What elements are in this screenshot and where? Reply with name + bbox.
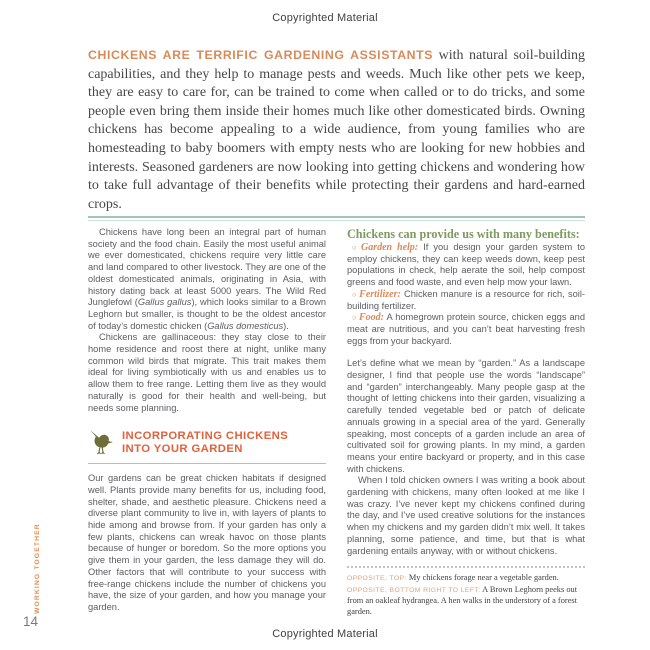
caption-label: OPPOSITE, BOTTOM RIGHT TO LEFT: (347, 586, 481, 594)
benefit-label: Garden help: (360, 242, 419, 253)
photo-caption-block (347, 566, 585, 617)
circle-bullet-icon: ○ (352, 289, 358, 299)
caption-opposite-top (347, 573, 585, 585)
benefit-label: Fertilizer: (359, 288, 401, 300)
benefits-heading: Chickens can provide us with many benefits: (347, 227, 580, 241)
caption-text: A Brown Leghorn peeks out from an oakleaf hydrangea. A hen walks in the understory of a forest garden. (347, 584, 578, 617)
chicken-icon (88, 429, 114, 456)
latin-name-gallus-domesticus: Gallus domesticus (207, 320, 284, 331)
section-heading-text: INCORPORATING CHICKENS INTO YOUR GARDEN (122, 429, 289, 455)
two-column-body (88, 227, 585, 618)
caption-text: My chickens forage near a vegetable garden. (406, 573, 559, 583)
benefit-text: Chicken manure is a resource for rich, soil-building fertilizer. (347, 288, 586, 311)
left-column (88, 227, 326, 618)
chapter-spine-label: WORKING TOGETHER (34, 523, 41, 614)
page-number: 14 (23, 614, 39, 629)
section-heading-rule (88, 463, 326, 464)
paragraph-writing-book: When I told chicken owners I was writing a book about gardening with chickens, many often looked at me like I was crazy. I’ve never kept my chickens confined during the day, and I’ve used creative solutions for the instances when my chickens and my garden didn’t mix well. It takes planning, some patience, and time, but that is what gardening entails anyway, with or without chickens. (347, 475, 585, 556)
paragraph-text: ). (283, 320, 289, 331)
paragraph-garden-habitats: Our gardens can be great chicken habitats if designed well. Plants provide many benefits for us, including food, shelter, shade, and aesthetic pleasure. Chickens need a diverse plant community to live in, with layers of plants to hide among and browse from. If your garden has only a few plants, chickens can wreak havoc on those plants because of hunger or boredom. So the more options you give them in your garden, the less damage they will do. Other factors that will contribute to your success with free-range chickens include the number of chickens you have, the size of your garden, and how you manage your garden. (88, 473, 326, 612)
paragraph-text: ), which looks similar to a Brown Leghorn but smaller, is thought to be the oldest ancestor of today’s domestic chicken ( (88, 297, 326, 331)
right-column (347, 227, 585, 618)
benefit-item-garden-help (347, 242, 585, 289)
paragraph-define-garden: Let’s define what we mean by “garden.” As a landscape designer, I find that people use the words “landscape” and “garden” interchangeably. Many people gasp at the thought of letting chickens into their garden, visualizing a carefully tended vegetable bed or patch of delicate annuals growing in a special area of the yard. Generally speaking, most concepts of a garden include an area of cultivated soil for growing plants. In my mind, a garden means your entire backyard or property, and in this case with chickens. (347, 358, 585, 474)
paragraph-text: Chickens have long been an integral part of human society and the food chain. Easily the most useful animal we ever domesticated, chickens require very little care and land compared to other livestock. They are one of the oldest domesticated animals, originating in Asia, with history dating back at least 5000 years. The Wild Red Junglefowl ( (88, 227, 326, 308)
benefit-text: If you design your garden system to employ chickens, they can keep weeds down, keep pest populations in check, help aerate the soil, help compost greens and food waste, and even help mow your lawn. (347, 242, 585, 288)
section-divider-rule (88, 216, 585, 221)
benefit-item-fertilizer (347, 289, 585, 312)
benefit-item-food (347, 312, 585, 347)
intro-lead-in: CHICKENS ARE TERRIFIC GARDENING ASSISTANTS (88, 48, 434, 62)
copyright-watermark-top: Copyrighted Material (272, 12, 378, 24)
circle-bullet-icon: ○ (352, 243, 359, 252)
intro-body-text: with natural soil-building capabilities, and they help to manage pests and weeds. Much like other pets we keep, they are easy to care for, can be trained to come when called or to do tricks, and some people even bring them inside their homes much like other domesticated birds. Owning chickens has become appealing to a wide audience, from young families who are homesteading to baby boomers with empty nests who are looking for new hobbies and interests. Seasoned gardeners are now looking into getting chickens and wondering how to take full advantage of their benefits while protecting their gardens and hard-earned crops. (88, 48, 585, 212)
paragraph-gallinaceous: Chickens are gallinaceous: they stay close to their home residence and roost there at night, unlike many common wild birds that migrate. This trait makes them ideal for living symbiotically with us and enables us to allow them to free range. Letting them live as they would naturally is good for their health and well-being, but needs some planning. (88, 332, 326, 413)
circle-bullet-icon: ○ (352, 313, 357, 323)
latin-name-gallus-gallus: Gallus gallus (137, 297, 192, 308)
intro-paragraph (88, 46, 585, 214)
caption-dotted-rule (347, 566, 585, 568)
paragraph-chicken-history (88, 227, 326, 332)
caption-label: OPPOSITE, TOP: (347, 575, 407, 583)
benefit-text: A homegrown protein source, chicken eggs and meat are nutritious, and you can’t beat harvesting fresh eggs from your backyard. (347, 312, 586, 346)
paragraph-spacer (347, 347, 585, 358)
benefit-label: Food: (358, 312, 384, 324)
section-heading-incorporating-chickens (88, 429, 326, 456)
copyright-watermark-bottom: Copyrighted Material (272, 628, 378, 640)
caption-opposite-bottom (347, 585, 585, 618)
